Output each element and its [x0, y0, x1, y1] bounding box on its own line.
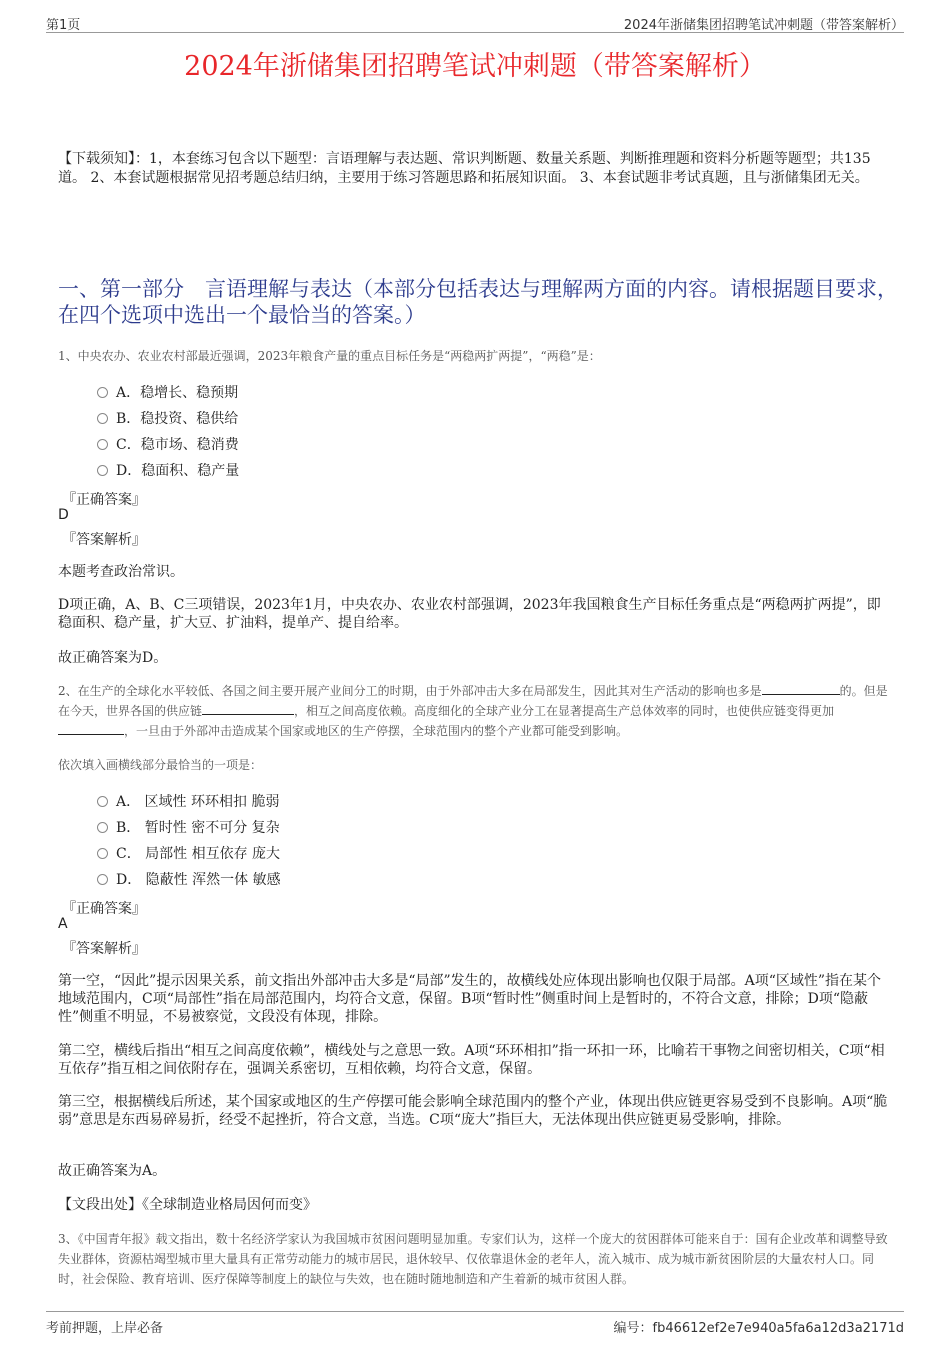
question-2-option-a[interactable]: A． 区域性 环环相扣 脆弱: [97, 791, 279, 811]
question-1-answer-label: 『正确答案』: [62, 492, 146, 508]
question-2-analysis-label: 『答案解析』: [62, 941, 146, 957]
question-1-option-b[interactable]: B．稳投资、稳供给: [97, 408, 238, 428]
radio-icon[interactable]: [97, 848, 108, 859]
footer-serial: 编号：fb46612ef2e7e940a5fa6a12d3a2171d: [613, 1321, 904, 1336]
question-2-option-d[interactable]: D． 隐蔽性 浑然一体 敏感: [97, 869, 281, 889]
header-doc-title: 2024年浙储集团招聘笔试冲刺题（带答案解析）: [623, 18, 904, 33]
question-1-answer: D: [58, 507, 69, 523]
question-1-stem: 1、中央农办、农业农村部最近强调，2023年粮食产量的重点目标任务是“两稳两扩两提”，“两稳”是：: [58, 349, 601, 363]
radio-icon[interactable]: [97, 822, 108, 833]
question-2-stem: 2、在生产的全球化水平较低、各国之间主要开展产业间分工的时期，由于外部冲击大多在局部发生，因此其对生产活动的影响也多是 的。但是在今天，世界各国的供应链 ，相互之间高度依赖。高度细化的全球产业分工在显著提高生产总体效率的同时，也使供应链变得更加，一旦由于外部冲击造成某个国家或地区的生产停摆，全球范围内的整个产业都可能受到影响。: [58, 684, 888, 738]
question-2-analysis-3: 第三空，根据横线后所述，某个国家或地区的生产停摆可能会影响全球范围内的整个产业，体现出供应链更容易受到不良影响。A项“脆弱”意思是东西易碎易折，经受不起挫折，符合文意，当选。C项“庞大”指巨大，无法体现出供应链更易受影响，排除。: [58, 1094, 888, 1128]
question-2-answer-label: 『正确答案』: [62, 901, 146, 917]
question-2-analysis-4: 故正确答案为A。: [58, 1163, 167, 1179]
question-2-analysis-1: 第一空，“因此”提示因果关系，前文指出外部冲击大多是“局部”发生的，故横线处应体现出影响也仅限于局部。A项“区域性”指在某个地域范围内，C项“局部性”指在局部范围内，均符合文意，保留。B项“暂时性”侧重时间上是暂时的，不符合文意，排除；D项“隐蔽性”侧重不明显，不易被察觉，文段没有体现，排除。: [58, 973, 882, 1025]
question-2-option-b[interactable]: B． 暂时性 密不可分 复杂: [97, 817, 280, 837]
page-header: [46, 10, 904, 33]
question-1-option-c[interactable]: C．稳市场、稳消费: [97, 434, 239, 454]
blank-2[interactable]: [202, 702, 294, 715]
question-2-instruction: 依次填入画横线部分最恰当的一项是：: [58, 758, 263, 772]
question-2-analysis-2: 第二空，横线后指出“相互之间高度依赖”，横线处与之意思一致。A项“环环相扣”指一环扣一环，比喻若干事物之间密切相关，C项“相互依存”指互相之间依附存在，强调关系密切，互相依赖，均符合文意，保留。: [58, 1043, 885, 1077]
question-1-analysis-1: 本题考查政治常识。: [58, 564, 184, 580]
blank-1[interactable]: [762, 682, 840, 695]
question-1-option-d[interactable]: D．稳面积、稳产量: [97, 460, 239, 480]
radio-icon[interactable]: [97, 874, 108, 885]
radio-icon[interactable]: [97, 796, 108, 807]
page-footer: [46, 1311, 904, 1334]
document-title: 2024年浙储集团招聘笔试冲刺题（带答案解析）: [184, 51, 766, 82]
question-1-analysis-label: 『答案解析』: [62, 532, 146, 548]
radio-icon[interactable]: [97, 439, 108, 450]
question-2-answer: A: [58, 916, 68, 932]
footer-slogan: 考前押题，上岸必备: [46, 1321, 164, 1336]
page-number: 第1页: [46, 18, 81, 33]
section-heading: 一、第一部分 言语理解与表达（本部分包括表达与理解两方面的内容。请根据题目要求，在四个选项中选出一个最恰当的答案。）: [58, 277, 898, 327]
question-1-analysis-2: D项正确，A、B、C三项错误，2023年1月，中央农办、农业农村部强调，2023年我国粮食生产目标任务重点是“两稳两扩两提”，即稳面积、稳产量，扩大豆、扩油料，提单产、提自给率。: [58, 597, 881, 631]
radio-icon[interactable]: [97, 465, 108, 476]
question-2-option-c[interactable]: C． 局部性 相互依存 庞大: [97, 843, 280, 863]
question-3-stem: 3、《中国青年报》载文指出，数十名经济学家认为我国城市贫困问题明显加重。专家们认为，这样一个庞大的贫困群体可能来自于：国有企业改革和调整导致失业群体，资源枯竭型城市里大量具有正常劳动能力的城市居民，退休较早、仅依靠退休金的老年人，流入城市、成为城市新贫困阶层的大量农村人口。同时，社会保险、教育培训、医疗保障等制度上的缺位与失效，也在随时随地制造和产生着新的城市贫困人群。: [58, 1232, 888, 1286]
question-1-option-a[interactable]: A．稳增长、稳预期: [97, 382, 238, 402]
question-2-source: 【文段出处】《全球制造业格局因何而变》: [58, 1197, 317, 1213]
blank-3[interactable]: [58, 722, 124, 735]
radio-icon[interactable]: [97, 413, 108, 424]
download-notice: 【下载须知】：1，本套练习包含以下题型：言语理解与表达题、常识判断题、数量关系题、判断推理题和资料分析题等题型；共135道。 2、本套试题根据常见招考题总结归纳，主要用于练习答题思路和拓展知识面。 3、本套试题非考试真题，且与浙储集团无关。: [58, 151, 871, 186]
question-1-analysis-3: 故正确答案为D。: [58, 650, 168, 666]
radio-icon[interactable]: [97, 387, 108, 398]
